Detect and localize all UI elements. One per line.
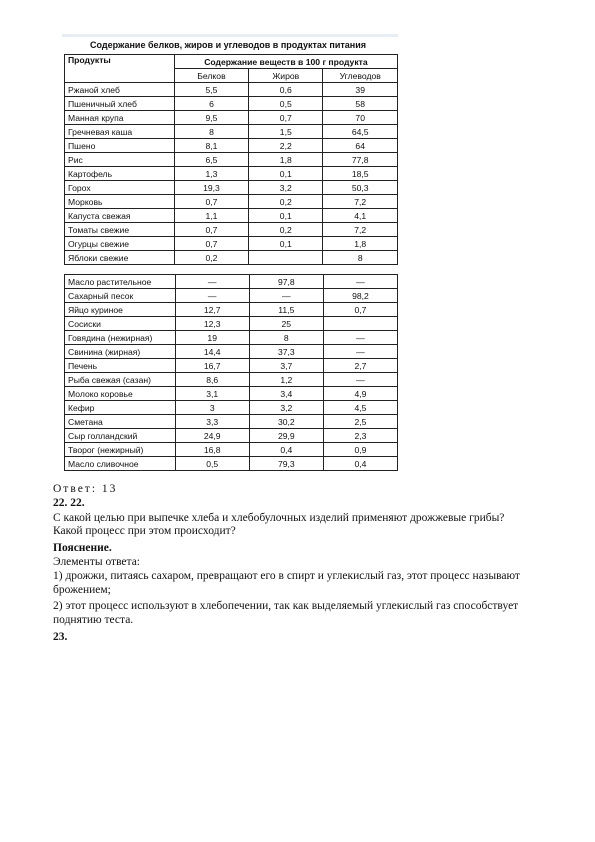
table-row bbox=[65, 457, 398, 471]
product-name-cell: Свинина (жирная) bbox=[65, 345, 176, 359]
protein-cell: 3,3 bbox=[175, 415, 249, 429]
table-row bbox=[65, 83, 398, 97]
carbs-cell bbox=[323, 317, 397, 331]
carbs-cell: 0,4 bbox=[323, 457, 397, 471]
table-row bbox=[65, 443, 398, 457]
table-row bbox=[65, 387, 398, 401]
protein-cell: 5,5 bbox=[174, 83, 248, 97]
fat-cell: 2,2 bbox=[249, 139, 323, 153]
header-group: Содержание веществ в 100 г продукта bbox=[174, 55, 397, 69]
table-row bbox=[65, 237, 398, 251]
table-row bbox=[65, 289, 398, 303]
table-row bbox=[65, 275, 398, 289]
question-number: 22. 22. bbox=[53, 497, 85, 509]
product-name-cell: Картофель bbox=[65, 167, 175, 181]
product-name-cell: Сахарный песок bbox=[65, 289, 176, 303]
product-name-cell: Пшеничный хлеб bbox=[65, 97, 175, 111]
protein-cell: 6 bbox=[174, 97, 248, 111]
product-name-cell: Морковь bbox=[65, 195, 175, 209]
carbs-cell: 4,5 bbox=[323, 401, 397, 415]
product-name-cell: Манная крупа bbox=[65, 111, 175, 125]
question-text-line2: Какой процесс при этом происходит? bbox=[53, 525, 236, 537]
protein-cell: 0,7 bbox=[174, 237, 248, 251]
protein-cell: — bbox=[175, 289, 249, 303]
fat-cell: 0,5 bbox=[249, 97, 323, 111]
product-name-cell: Яблоки свежие bbox=[65, 251, 175, 265]
nutrition-table-part2 bbox=[64, 274, 398, 471]
carbs-cell: — bbox=[323, 275, 397, 289]
carbs-cell: 70 bbox=[323, 111, 398, 125]
table-row bbox=[65, 429, 398, 443]
carbs-cell: 4,9 bbox=[323, 387, 397, 401]
product-name-cell: Кефир bbox=[65, 401, 176, 415]
table-row bbox=[65, 401, 398, 415]
carbs-cell: 64 bbox=[323, 139, 398, 153]
header-protein: Белков bbox=[174, 69, 248, 83]
fat-cell: 0,2 bbox=[249, 195, 323, 209]
protein-cell: — bbox=[175, 275, 249, 289]
fat-cell: — bbox=[249, 289, 323, 303]
product-name-cell: Творог (нежирный) bbox=[65, 443, 176, 457]
carbs-cell: 2,3 bbox=[323, 429, 397, 443]
carbs-cell: 58 bbox=[323, 97, 398, 111]
fat-cell: 3,2 bbox=[249, 401, 323, 415]
carbs-cell: 7,2 bbox=[323, 223, 398, 237]
explanation-title: Пояснение. bbox=[53, 542, 112, 554]
protein-cell: 3 bbox=[175, 401, 249, 415]
fat-cell: 0,1 bbox=[249, 167, 323, 181]
protein-cell: 24,9 bbox=[175, 429, 249, 443]
product-name-cell: Молоко коровье bbox=[65, 387, 176, 401]
protein-cell: 1,1 bbox=[174, 209, 248, 223]
carbs-cell: — bbox=[323, 345, 397, 359]
product-name-cell: Печень bbox=[65, 359, 176, 373]
table-caption: Содержание белков, жиров и углеводов в продуктах питания bbox=[90, 40, 366, 50]
protein-cell: 8,1 bbox=[174, 139, 248, 153]
carbs-cell: 18,5 bbox=[323, 167, 398, 181]
table-row bbox=[65, 125, 398, 139]
carbs-cell: 98,2 bbox=[323, 289, 397, 303]
fat-cell: 11,5 bbox=[249, 303, 323, 317]
table-row bbox=[65, 317, 398, 331]
protein-cell: 6,5 bbox=[174, 153, 248, 167]
product-name-cell: Пшено bbox=[65, 139, 175, 153]
carbs-cell: 39 bbox=[323, 83, 398, 97]
table-row bbox=[65, 139, 398, 153]
product-name-cell: Говядина (нежирная) bbox=[65, 331, 176, 345]
table-row bbox=[65, 359, 398, 373]
fat-cell: 0,6 bbox=[249, 83, 323, 97]
fat-cell: 3,7 bbox=[249, 359, 323, 373]
product-name-cell: Рыба свежая (сазан) bbox=[65, 373, 176, 387]
product-name-cell: Сметана bbox=[65, 415, 176, 429]
protein-cell: 8 bbox=[174, 125, 248, 139]
fat-cell: 97,8 bbox=[249, 275, 323, 289]
question-text-line1: С какой целью при выпечке хлеба и хлебобулочных изделий применяют дрожжевые грибы? bbox=[53, 512, 505, 524]
fat-cell: 79,3 bbox=[249, 457, 323, 471]
elements-title: Элементы ответа: bbox=[53, 556, 141, 568]
fat-cell: 25 bbox=[249, 317, 323, 331]
table-row bbox=[65, 331, 398, 345]
fat-cell: 0,4 bbox=[249, 443, 323, 457]
table-row bbox=[65, 167, 398, 181]
carbs-cell: 2,7 bbox=[323, 359, 397, 373]
product-name-cell: Масло сливочное bbox=[65, 457, 176, 471]
fat-cell bbox=[249, 251, 323, 265]
table-row bbox=[65, 223, 398, 237]
product-name-cell: Горох bbox=[65, 181, 175, 195]
carbs-cell: 0,9 bbox=[323, 443, 397, 457]
fat-cell: 3,4 bbox=[249, 387, 323, 401]
table-scan-part2 bbox=[62, 272, 398, 477]
carbs-cell: 64,5 bbox=[323, 125, 398, 139]
answer-element-1-line1: 1) дрожжи, питаясь сахаром, превращают его в спирт и углекислый газ, этот процесс называют bbox=[53, 570, 520, 582]
header-carbs: Углеводов bbox=[323, 69, 398, 83]
carbs-cell: 8 bbox=[323, 251, 398, 265]
fat-cell: 1,2 bbox=[249, 373, 323, 387]
fat-cell: 3,2 bbox=[249, 181, 323, 195]
fat-cell: 0,2 bbox=[249, 223, 323, 237]
carbs-cell: 77,8 bbox=[323, 153, 398, 167]
answer-element-1-line2: брожением; bbox=[53, 584, 111, 596]
product-name-cell: Сыр голландский bbox=[65, 429, 176, 443]
carbs-cell: 0,7 bbox=[323, 303, 397, 317]
protein-cell: 1,3 bbox=[174, 167, 248, 181]
answer-line: Ответ: 13 bbox=[53, 483, 118, 495]
answer-element-2-line2: поднятию теста. bbox=[53, 614, 134, 626]
nutrition-table-part1 bbox=[64, 54, 398, 265]
product-name-cell: Яйцо куриное bbox=[65, 303, 176, 317]
fat-cell: 1,5 bbox=[249, 125, 323, 139]
table-row bbox=[65, 303, 398, 317]
protein-cell: 12,3 bbox=[175, 317, 249, 331]
fat-cell: 29,9 bbox=[249, 429, 323, 443]
carbs-cell: 50,3 bbox=[323, 181, 398, 195]
table-row bbox=[65, 209, 398, 223]
table-row bbox=[65, 181, 398, 195]
protein-cell: 14,4 bbox=[175, 345, 249, 359]
carbs-cell: 2,5 bbox=[323, 415, 397, 429]
product-name-cell: Капуста свежая bbox=[65, 209, 175, 223]
fat-cell: 0,1 bbox=[249, 209, 323, 223]
answer-element-2-line1: 2) этот процесс используют в хлебопечении, так как выделяемый углекислый газ способствует bbox=[53, 600, 519, 612]
table-row bbox=[65, 415, 398, 429]
table-row bbox=[65, 345, 398, 359]
fat-cell: 30,2 bbox=[249, 415, 323, 429]
carbs-cell: — bbox=[323, 331, 397, 345]
protein-cell: 0,7 bbox=[174, 223, 248, 237]
product-name-cell: Томаты свежие bbox=[65, 223, 175, 237]
protein-cell: 0,2 bbox=[174, 251, 248, 265]
product-name-cell: Ржаной хлеб bbox=[65, 83, 175, 97]
product-name-cell: Масло растительное bbox=[65, 275, 176, 289]
table-row bbox=[65, 195, 398, 209]
protein-cell: 3,1 bbox=[175, 387, 249, 401]
carbs-cell: 1,8 bbox=[323, 237, 398, 251]
protein-cell: 0,5 bbox=[175, 457, 249, 471]
table-row bbox=[65, 111, 398, 125]
header-fat: Жиров bbox=[249, 69, 323, 83]
table-row bbox=[65, 373, 398, 387]
protein-cell: 0,7 bbox=[174, 195, 248, 209]
carbs-cell: 7,2 bbox=[323, 195, 398, 209]
table-row bbox=[65, 153, 398, 167]
table-row bbox=[65, 251, 398, 265]
table-scan-part1 bbox=[62, 34, 398, 272]
carbs-cell: — bbox=[323, 373, 397, 387]
table-row bbox=[65, 97, 398, 111]
protein-cell: 12,7 bbox=[175, 303, 249, 317]
protein-cell: 9,5 bbox=[174, 111, 248, 125]
fat-cell: 1,8 bbox=[249, 153, 323, 167]
carbs-cell: 4,1 bbox=[323, 209, 398, 223]
header-product: Продукты bbox=[65, 55, 175, 83]
next-question-number: 23. bbox=[53, 631, 68, 643]
protein-cell: 16,8 bbox=[175, 443, 249, 457]
fat-cell: 0,1 bbox=[249, 237, 323, 251]
protein-cell: 8,6 bbox=[175, 373, 249, 387]
product-name-cell: Рис bbox=[65, 153, 175, 167]
product-name-cell: Сосиски bbox=[65, 317, 176, 331]
protein-cell: 16,7 bbox=[175, 359, 249, 373]
fat-cell: 0,7 bbox=[249, 111, 323, 125]
protein-cell: 19,3 bbox=[174, 181, 248, 195]
protein-cell: 19 bbox=[175, 331, 249, 345]
fat-cell: 37,3 bbox=[249, 345, 323, 359]
fat-cell: 8 bbox=[249, 331, 323, 345]
product-name-cell: Огурцы свежие bbox=[65, 237, 175, 251]
product-name-cell: Гречневая каша bbox=[65, 125, 175, 139]
